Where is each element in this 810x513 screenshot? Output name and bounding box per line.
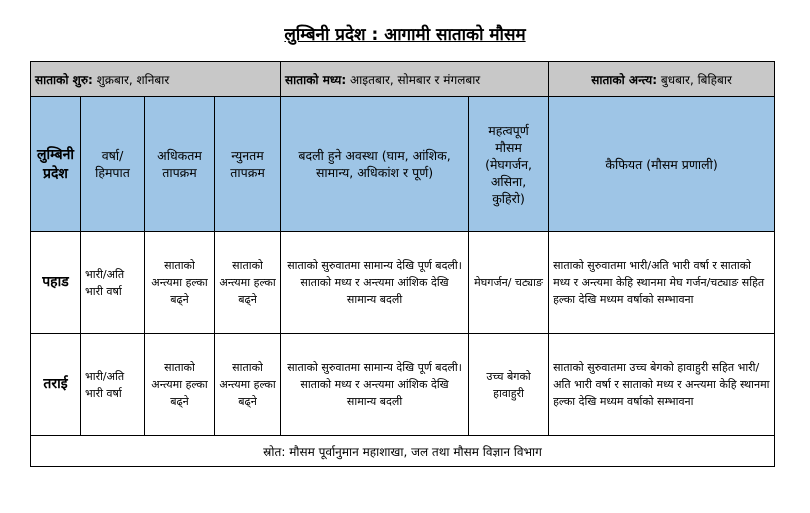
header-max-temp: अधिकतम तापक्रम: [145, 97, 215, 232]
header-change: बदली हुने अवस्था (घाम, आंशिक, सामान्य, अधिकांश र पूर्ण): [281, 97, 469, 232]
column-header-row: [31, 97, 775, 232]
week-end-value: बुधबार, बिहिबार: [657, 72, 732, 87]
row-important: मेघगर्जन/ चट्याङ: [469, 232, 549, 334]
row-remarks: साताको सुरुवातमा उच्च बेगको हावाहुरी सहित भारी/अति भारी वर्षा र साताको मध्य र अन्त्यमा केहि स्थानमा हल्का देखि मध्यम वर्षाको सम्भावना: [549, 334, 775, 436]
row-max-temp: साताको अन्त्यमा हल्का बढ्ने: [145, 334, 215, 436]
page-title: लुम्बिनी प्रदेश : आगामी साताको मौसम: [284, 25, 526, 45]
header-region: लुम्बिनी प्रदेश: [31, 97, 81, 232]
week-start-cell: [31, 62, 281, 97]
week-start-value: शुक्रबार, शनिबार: [92, 72, 170, 87]
header-rain: वर्षा/ हिमपात: [81, 97, 145, 232]
row-min-temp: साताको अन्त्यमा हल्का बढ्ने: [215, 334, 281, 436]
header-important: महत्वपूर्ण मौसम (मेघगर्जन, असिना, कुहिरो): [469, 97, 549, 232]
week-row: [31, 62, 775, 97]
header-min-temp: न्युनतम तापक्रम: [215, 97, 281, 232]
week-end-label: साताको अन्त्य:: [591, 72, 658, 87]
week-mid-label: साताको मध्य:: [285, 72, 347, 87]
row-max-temp: साताको अन्त्यमा हल्का बढ्ने: [145, 232, 215, 334]
week-mid-value: आइतबार, सोमबार र मंगलबार: [346, 72, 481, 87]
week-mid-cell: [281, 62, 549, 97]
week-end-cell: [549, 62, 775, 97]
row-region: पहाड: [31, 232, 81, 334]
row-change: साताको सुरुवातमा सामान्य देखि पूर्ण बदली। साताको मध्य र अन्त्यमा आंशिक देखि सामान्य बदली: [281, 232, 469, 334]
source-note: स्रोत: मौसम पूर्वानुमान महाशाखा, जल तथा मौसम विज्ञान विभाग: [31, 436, 775, 467]
week-start-label: साताको शुरु:: [35, 72, 93, 87]
table-row: [31, 232, 775, 334]
row-change: साताको सुरुवातमा सामान्य देखि पूर्ण बदली। साताको मध्य र अन्त्यमा आंशिक देखि सामान्य बदली: [281, 334, 469, 436]
row-important: उच्च बेगको हावाहुरी: [469, 334, 549, 436]
table-row: [31, 334, 775, 436]
row-remarks: साताको सुरुवातमा भारी/अति भारी वर्षा र साताको मध्य र अन्त्यमा केहि स्थानमा मेघ गर्जन/चट्याङ सहित हल्का देखि मध्यम वर्षाको सम्भावना: [549, 232, 775, 334]
weather-table: [30, 61, 775, 467]
row-rain: भारी/अति भारी वर्षा: [81, 334, 145, 436]
row-rain: भारी/अति भारी वर्षा: [81, 232, 145, 334]
row-min-temp: साताको अन्त्यमा हल्का बढ्ने: [215, 232, 281, 334]
header-remarks: कैफियत (मौसम प्रणाली): [549, 97, 775, 232]
row-region: तराई: [31, 334, 81, 436]
source-row: [31, 436, 775, 467]
